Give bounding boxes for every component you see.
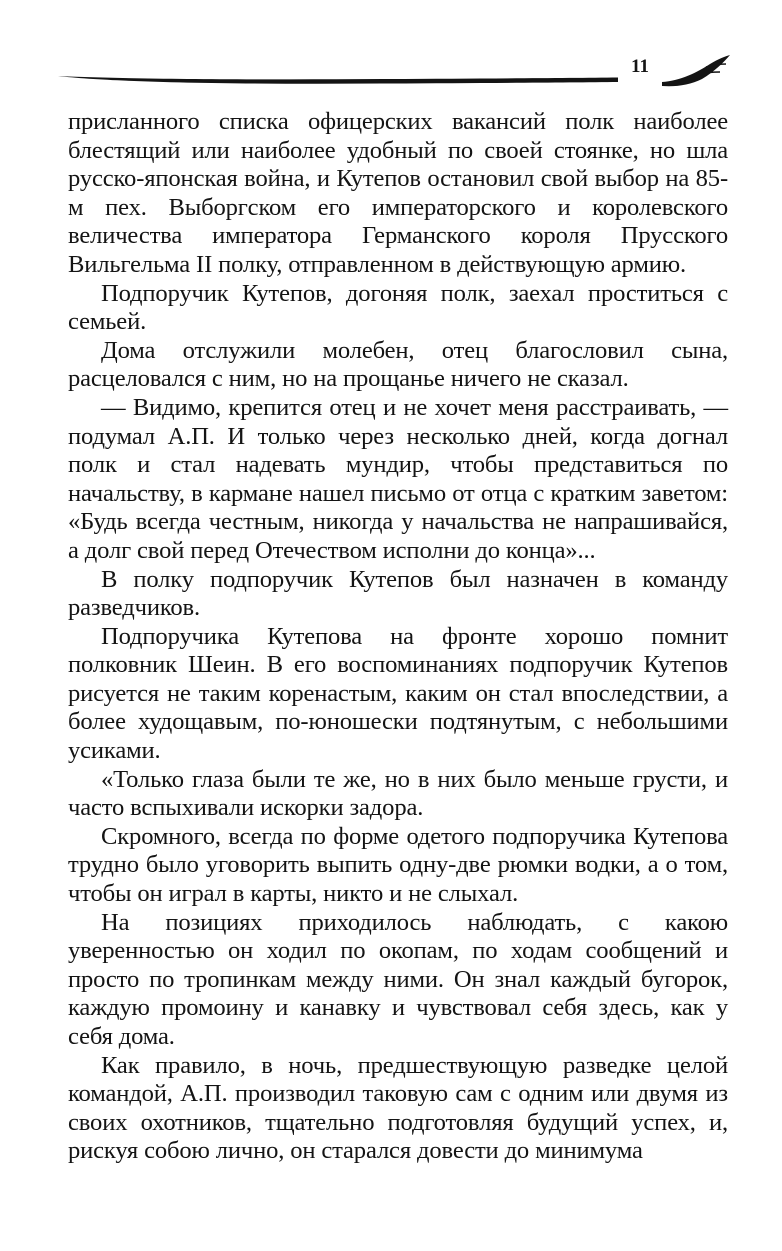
paragraph: Скромного, всегда по форме одетого подпоручика Кутепова трудно было уговорить выпить одну-две рюмки водки, а о том, чтобы он играл в карты, никто и не слыхал. [68, 822, 728, 908]
paragraph: «Только глаза были те же, но в них было меньше грусти, и часто вспыхивали искорки задора. [68, 765, 728, 822]
paragraph: — Видимо, крепится отец и не хочет меня расстраивать, — подумал А.П. И только через несколько дней, когда догнал полк и стал надевать мундир, чтобы представиться по начальству, в кармане нашел письмо от отца с кратким заветом: «Будь всегда честным, никогда у начальства не напрашивайся, а долг свой перед Отечеством исполни до конца»... [68, 393, 728, 564]
paragraph: Как правило, в ночь, предшествующую разведке целой командой, А.П. производил таковую сам с одним или двумя из своих охотников, тщательно подготовляя будущий успех, и, рискуя собою лично, он старался довести до минимума [68, 1051, 728, 1165]
body-text [68, 108, 728, 1166]
paragraph: На позициях приходилось наблюдать, с какою уверенностью он ходил по окопам, по ходам сообщений и просто по тропинкам между ними. Он знал каждый бугорок, каждую промоину и канавку и чувствовал себя здесь, как у себя дома. [68, 908, 728, 1050]
page-number: 11 [631, 56, 649, 77]
paragraph: В полку подпоручик Кутепов был назначен в команду разведчиков. [68, 565, 728, 622]
paragraph: Подпоручик Кутепов, догоняя полк, заехал проститься с семьей. [68, 279, 728, 336]
paragraph: Подпоручика Кутепова на фронте хорошо помнит полковник Шеин. В его воспоминаниях подпоручик Кутепов рисуется не таким коренастым, каким он стал впоследствии, а более худощавым, по-юношески подтянутым, с небольшими усиками. [68, 622, 728, 765]
paragraph: присланного списка офицерских вакансий полк наиболее блестящий или наиболее удобный по своей стоянке, но шла русско-японская война, и Кутепов остановил свой выбор на 85-м пех. Выборгском его императорского и королевского величества императора Германского короля Прусского Вильгельма II полку, отправленном в действующую армию. [68, 108, 728, 278]
paragraph: Дома отслужили молебен, отец благословил сына, расцеловался с ним, но на прощанье ничего не сказал. [68, 336, 728, 393]
running-header [58, 52, 730, 92]
